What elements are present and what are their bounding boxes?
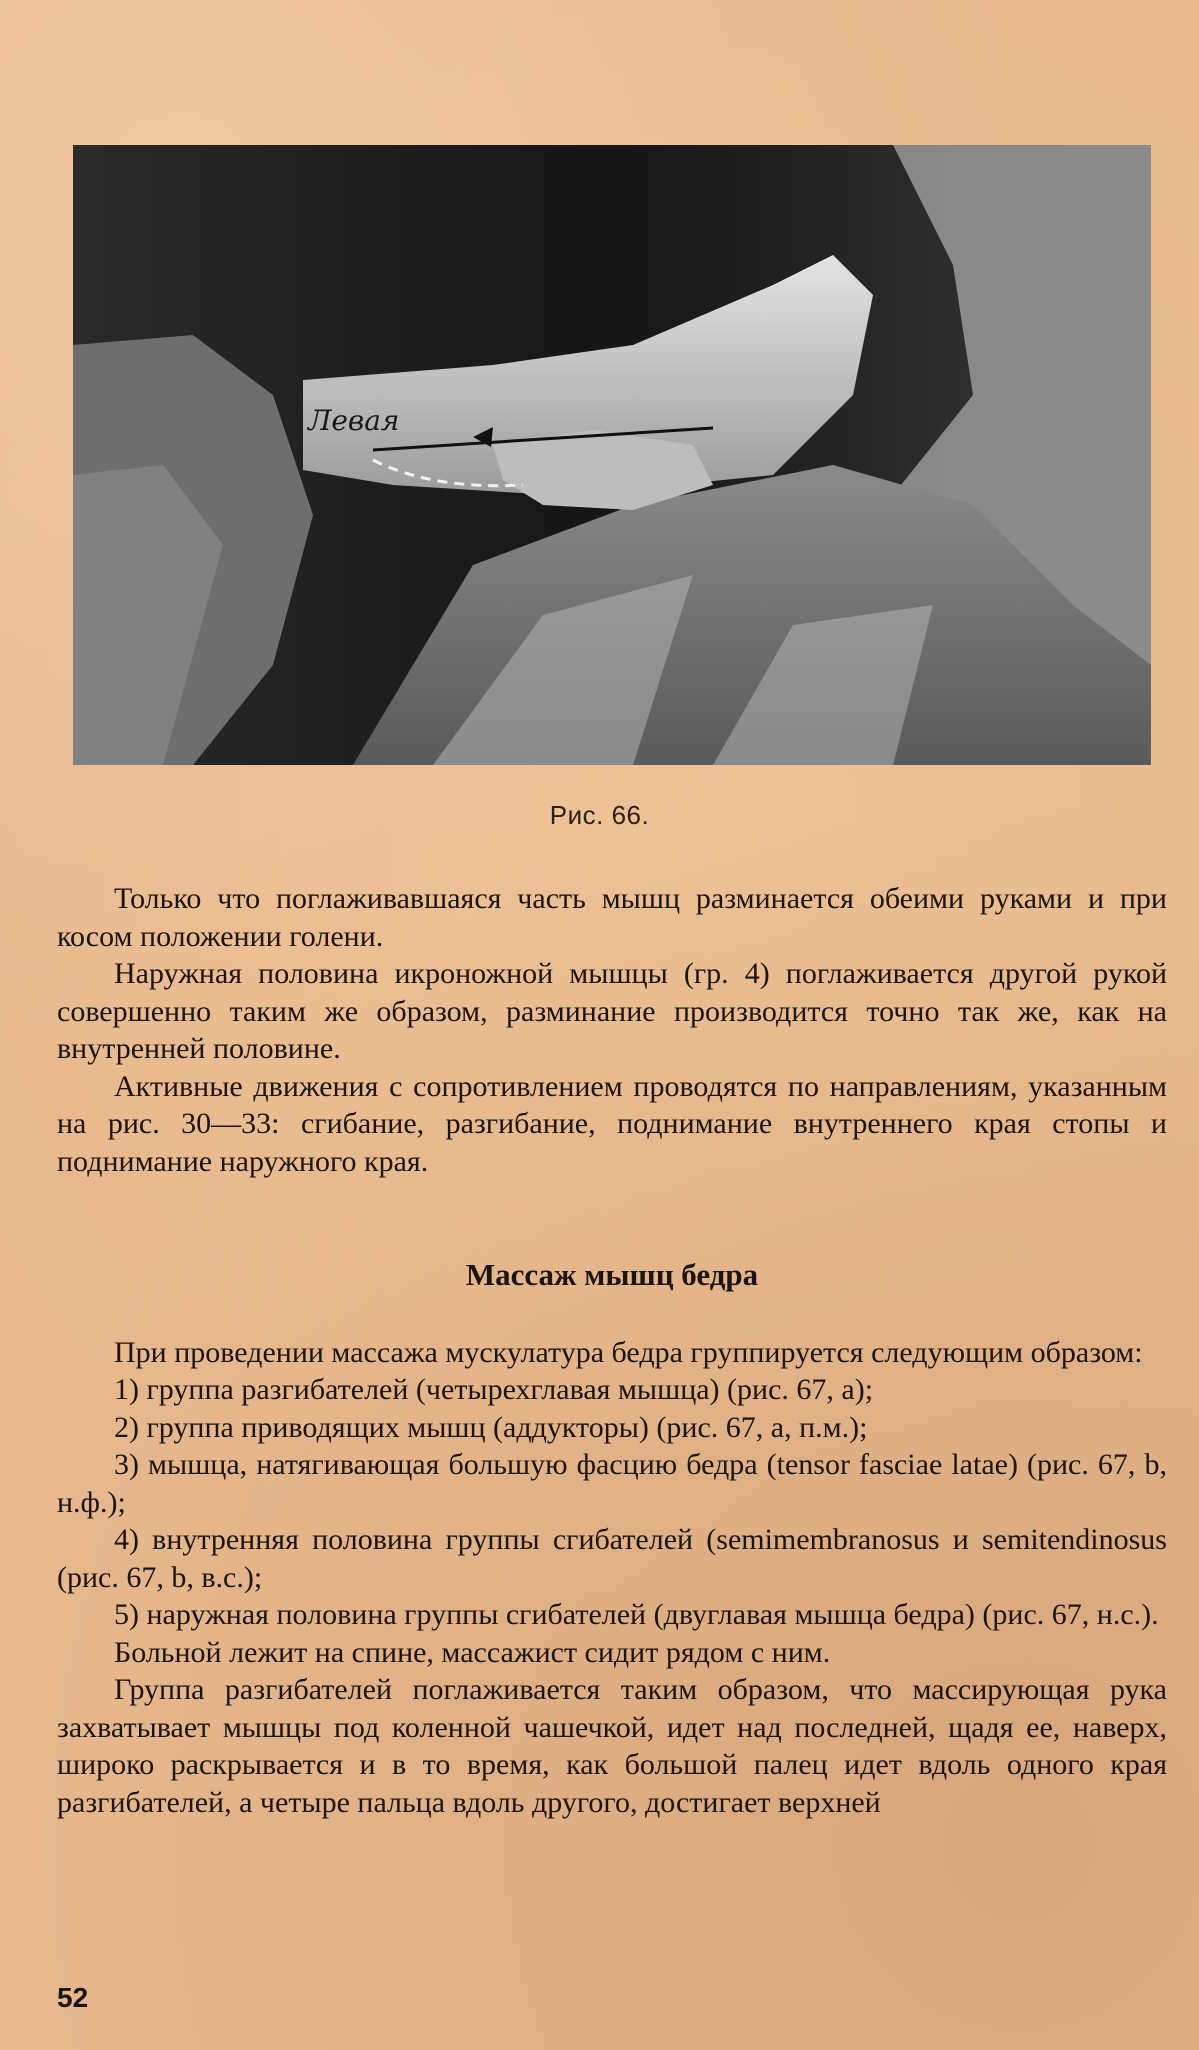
paragraph: Наружная половина икроножной мышцы (гр. 4) поглаживается другой рукой совершенно таким же образом, разминание производится точно так же, как на внутренней половине. <box>57 957 1167 1065</box>
body-text <box>57 880 1167 1821</box>
list-item: 3) мышца, натягивающая большую фасцию бедра (tensor fasciae latae) (рис. 67, b, н.ф.); <box>57 1448 1167 1519</box>
list-item: 4) внутренняя половина группы сгибателей (semimembranosus и semitendinosus (рис. 67, b, в.с.); <box>57 1523 1167 1594</box>
paragraph: Группа разгибателей поглаживается таким образом, что массирующая рука захватывает мышцы под коленной чашечкой, идет над последней, щадя ее, наверх, широко раскрывается и в то время, как большой палец идет вдоль одного края разгибателей, а четыре пальца вдоль другого, достигает верхней <box>57 1673 1167 1819</box>
section-heading: Массаж мышц бедра <box>465 1257 759 1292</box>
figure-caption: Рис. 66. <box>549 800 650 830</box>
paragraph: Активные движения с сопротивлением проводятся по направлениям, указанным на рис. 30—33: сгибание, разгибание, поднимание внутреннего края стопы и поднимание наружного края. <box>57 1069 1167 1178</box>
list-item: 5) наружная половина группы сгибателей (двуглавая мышца бедра) (рис. 67, н.с.). <box>114 1598 1159 1631</box>
paragraph: Больной лежит на спине, массажист сидит рядом с ним. <box>114 1635 831 1669</box>
paragraph: Только что поглаживавшаяся часть мышц разминается обеими руками и при косом положении голени. <box>57 882 1167 953</box>
photo-illustration <box>73 145 1151 765</box>
paragraph: При проведении массажа мускулатура бедра группируется следующим образом: <box>114 1335 1143 1369</box>
page-number: 52 <box>57 1982 89 2013</box>
photo-label: Левая <box>308 404 400 437</box>
list-item: 1) группа разгибателей (четырехглавая мышца) (рис. 67, a); <box>114 1373 874 1406</box>
massage-photo <box>73 145 1151 765</box>
list-item: 2) группа приводящих мышц (аддукторы) (рис. 67, a, п.м.); <box>114 1410 868 1444</box>
